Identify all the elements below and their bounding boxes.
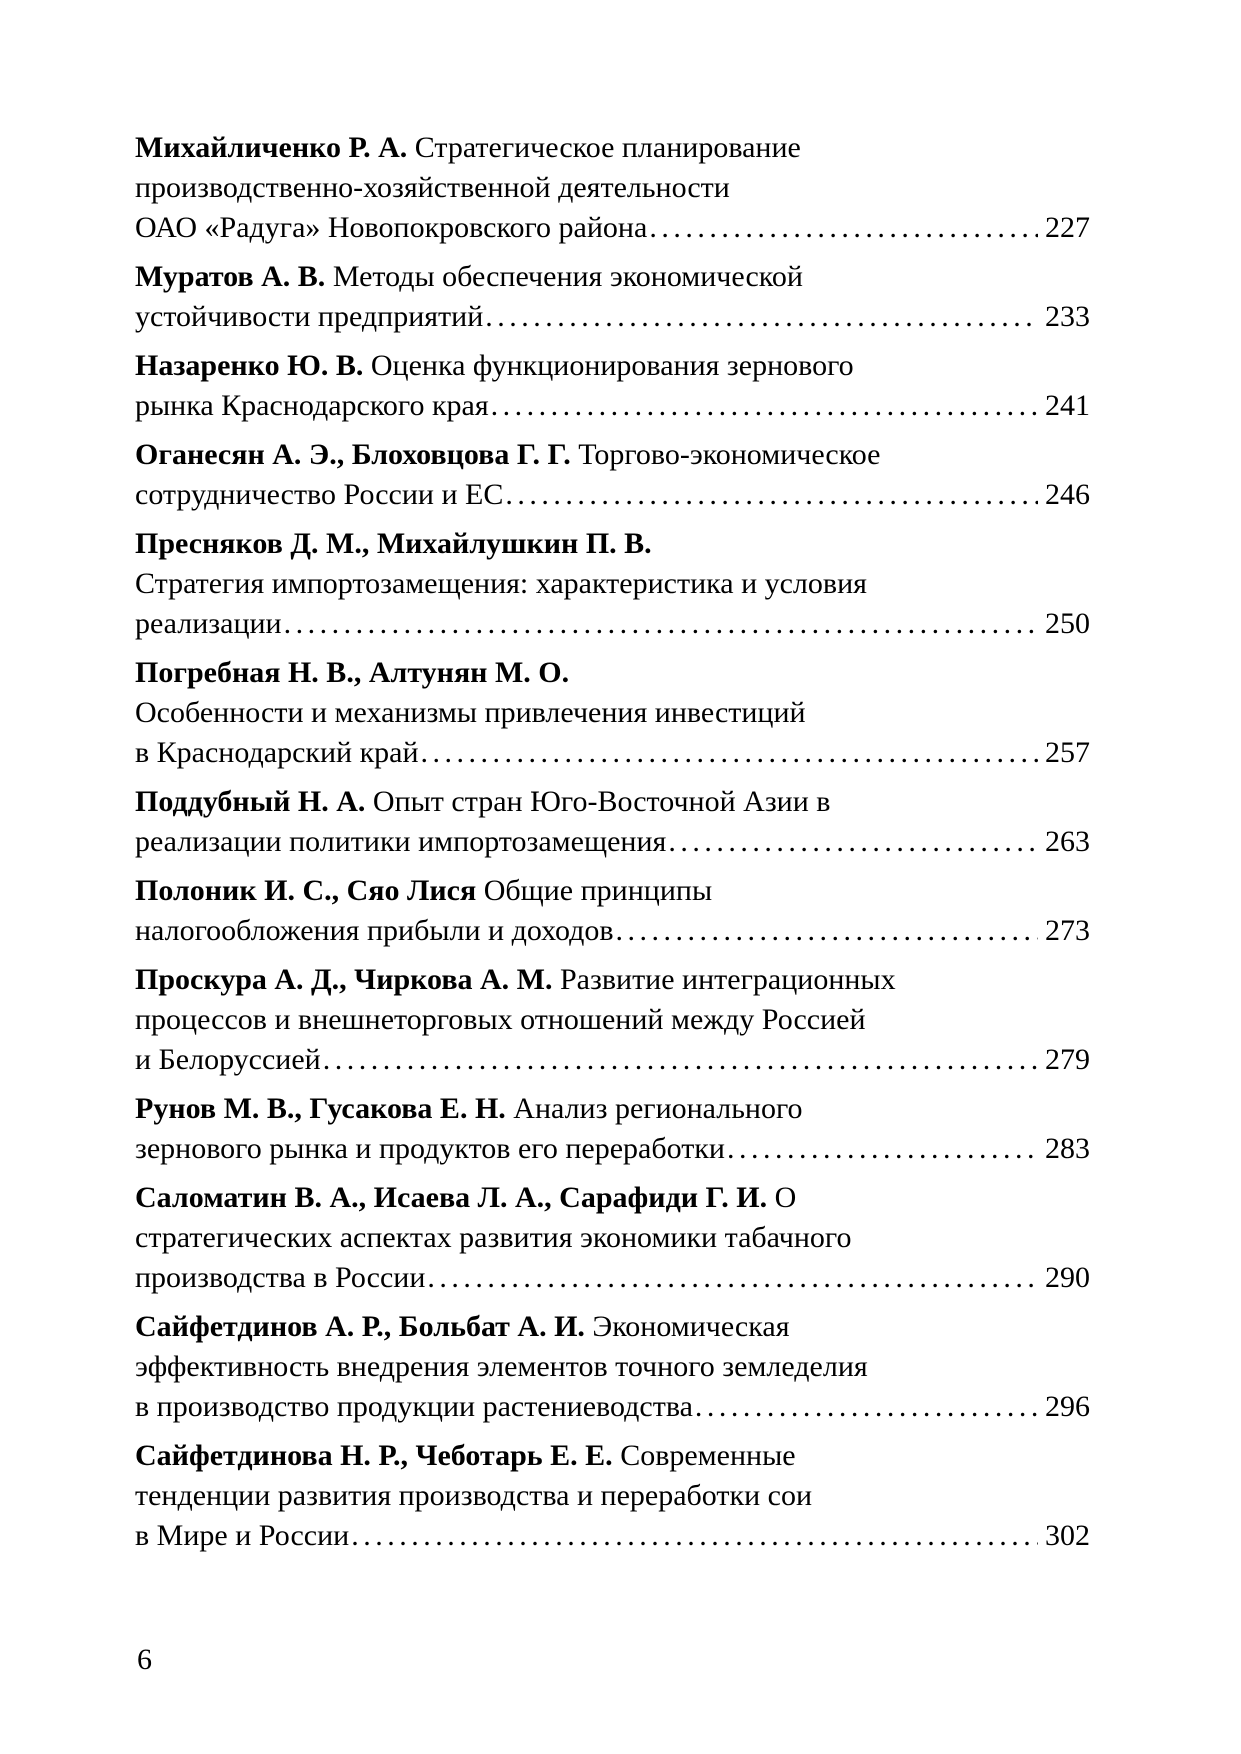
entry-title-text: ОАО «Радуга» Новопокровского района xyxy=(135,211,648,244)
page-number: 250 xyxy=(1045,607,1090,640)
dot-leader xyxy=(427,1258,1038,1298)
toc-line xyxy=(135,1516,1090,1556)
entry-title-text: производственно-хозяйственной деятельности xyxy=(135,171,730,204)
entry-title-text: зернового рынка и продуктов его переработки xyxy=(135,1132,725,1165)
entry-title-text: Современные xyxy=(612,1439,796,1472)
dot-leader xyxy=(727,1129,1038,1169)
entry-title-text: Общие принципы xyxy=(476,874,713,907)
toc-entry xyxy=(135,1307,1090,1427)
dot-leader xyxy=(421,733,1038,773)
toc-line xyxy=(135,346,1090,386)
dot-leader xyxy=(323,1040,1038,1080)
toc-entry xyxy=(135,346,1090,426)
entry-authors: Муратов А. В. xyxy=(135,260,326,293)
toc-entry xyxy=(135,1178,1090,1298)
toc-entry xyxy=(135,128,1090,248)
entry-title-text: сотрудничество России и ЕС xyxy=(135,478,504,511)
entry-authors: Полоник И. С., Сяо Лися xyxy=(135,874,477,907)
toc-line xyxy=(135,871,1090,911)
toc-line xyxy=(135,693,1090,733)
entry-title-text: производства в России xyxy=(135,1261,426,1294)
entry-authors: Поддубный Н. А. xyxy=(135,785,366,818)
page-number: 290 xyxy=(1045,1261,1090,1294)
page-number: 241 xyxy=(1045,389,1090,422)
entry-title-text: рынка Краснодарского края xyxy=(135,389,489,422)
entry-authors: Сайфетдинов А. Р., Больбат А. И. xyxy=(135,1310,585,1343)
page-number: 296 xyxy=(1045,1390,1090,1423)
page-number: 283 xyxy=(1045,1132,1090,1165)
page-number: 257 xyxy=(1045,736,1090,769)
entry-title-text: Развитие интеграционных xyxy=(552,963,896,996)
toc-entry xyxy=(135,1436,1090,1556)
toc-entry xyxy=(135,1089,1090,1169)
entry-title-text: налогообложения прибыли и доходов xyxy=(135,914,614,947)
dot-leader xyxy=(491,386,1038,426)
toc-line xyxy=(135,128,1090,168)
entry-title-text: реализации политики импортозамещения xyxy=(135,825,667,858)
entry-title-text: устойчивости предприятий xyxy=(135,300,484,333)
toc-entry xyxy=(135,960,1090,1080)
page-number: 279 xyxy=(1045,1043,1090,1076)
toc-line xyxy=(135,1129,1090,1169)
toc-line xyxy=(135,475,1090,515)
toc-line xyxy=(135,1000,1090,1040)
toc-line xyxy=(135,524,1090,564)
toc-line xyxy=(135,960,1090,1000)
toc-entry xyxy=(135,524,1090,644)
entry-title-text: тенденции развития производства и переработки сои xyxy=(135,1479,812,1512)
toc-line xyxy=(135,257,1090,297)
folio-page-number: 6 xyxy=(137,1643,152,1676)
entry-title-text: Опыт стран Юго-Восточной Азии в xyxy=(365,785,831,818)
toc-line xyxy=(135,782,1090,822)
dot-leader xyxy=(649,208,1038,248)
dot-leader xyxy=(695,1387,1038,1427)
dot-leader xyxy=(668,822,1038,862)
toc-line xyxy=(135,1258,1090,1298)
toc-line xyxy=(135,1476,1090,1516)
entry-title-text: и Белоруссией xyxy=(135,1043,321,1076)
toc-line xyxy=(135,604,1090,644)
entry-title-text: эффективность внедрения элементов точного земледелия xyxy=(135,1350,868,1383)
toc-line xyxy=(135,1089,1090,1129)
toc-line xyxy=(135,297,1090,337)
entry-title-text: в Мире и России xyxy=(135,1519,350,1552)
toc-line xyxy=(135,1040,1090,1080)
dot-leader xyxy=(351,1516,1038,1556)
toc-line xyxy=(135,1307,1090,1347)
page-number: 227 xyxy=(1045,211,1090,244)
entry-authors: Саломатин В. А., Исаева Л. А., Сарафиди Г. И. xyxy=(135,1181,768,1214)
toc-entry xyxy=(135,435,1090,515)
entry-title-text: в Краснодарский край xyxy=(135,736,419,769)
entry-title-text: стратегических аспектах развития экономики табачного xyxy=(135,1221,852,1254)
dot-leader xyxy=(284,604,1038,644)
toc-line xyxy=(135,564,1090,604)
toc-entry xyxy=(135,653,1090,773)
entry-authors: Сайфетдинова Н. Р., Чеботарь Е. Е. xyxy=(135,1439,613,1472)
toc-line xyxy=(135,435,1090,475)
dot-leader xyxy=(616,911,1038,951)
entry-authors: Проскура А. Д., Чиркова А. М. xyxy=(135,963,553,996)
entry-title-text: Особенности и механизмы привлечения инвестиций xyxy=(135,696,806,729)
entry-authors: Пресняков Д. М., Михайлушкин П. В. xyxy=(135,527,652,560)
entry-authors: Оганесян А. Э., Блоховцова Г. Г. xyxy=(135,438,571,471)
dot-leader xyxy=(485,297,1038,337)
toc-line xyxy=(135,1347,1090,1387)
toc-line xyxy=(135,911,1090,951)
toc-line xyxy=(135,1178,1090,1218)
toc-line xyxy=(135,822,1090,862)
page-number: 263 xyxy=(1045,825,1090,858)
toc-line xyxy=(135,168,1090,208)
toc-line xyxy=(135,208,1090,248)
toc-entry xyxy=(135,257,1090,337)
entry-title-text: реализации xyxy=(135,607,282,640)
entry-title-text: Анализ регионального xyxy=(505,1092,803,1125)
entry-authors: Рунов М. В., Гусакова Е. Н. xyxy=(135,1092,506,1125)
page-number: 302 xyxy=(1045,1519,1090,1552)
page-number: 273 xyxy=(1045,914,1090,947)
entry-title-text: Экономическая xyxy=(584,1310,790,1343)
dot-leader xyxy=(505,475,1038,515)
entry-title-text: О xyxy=(767,1181,797,1214)
entry-title-text: в производство продукции растениеводства xyxy=(135,1390,693,1423)
toc-line xyxy=(135,1436,1090,1476)
toc-line xyxy=(135,733,1090,773)
toc-entry xyxy=(135,871,1090,951)
page-number: 233 xyxy=(1045,300,1090,333)
toc-line xyxy=(135,653,1090,693)
entry-title-text: Стратегия импортозамещения: характеристика и условия xyxy=(135,567,867,600)
toc-line xyxy=(135,1218,1090,1258)
entry-authors: Погребная Н. В., Алтунян М. О. xyxy=(135,656,570,689)
entry-title-text: Методы обеспечения экономической xyxy=(325,260,803,293)
entry-title-text: процессов и внешнеторговых отношений между Россией xyxy=(135,1003,866,1036)
entry-authors: Назаренко Ю. В. xyxy=(135,349,364,382)
entry-authors: Михайличенко Р. А. xyxy=(135,131,408,164)
toc-entry xyxy=(135,782,1090,862)
toc-line xyxy=(135,1387,1090,1427)
entry-title-text: Стратегическое планирование xyxy=(407,131,801,164)
page-number: 246 xyxy=(1045,478,1090,511)
toc-line xyxy=(135,386,1090,426)
toc-list xyxy=(135,128,1090,1565)
entry-title-text: Торгово-экономическое xyxy=(570,438,881,471)
entry-title-text: Оценка функционирования зернового xyxy=(363,349,854,382)
